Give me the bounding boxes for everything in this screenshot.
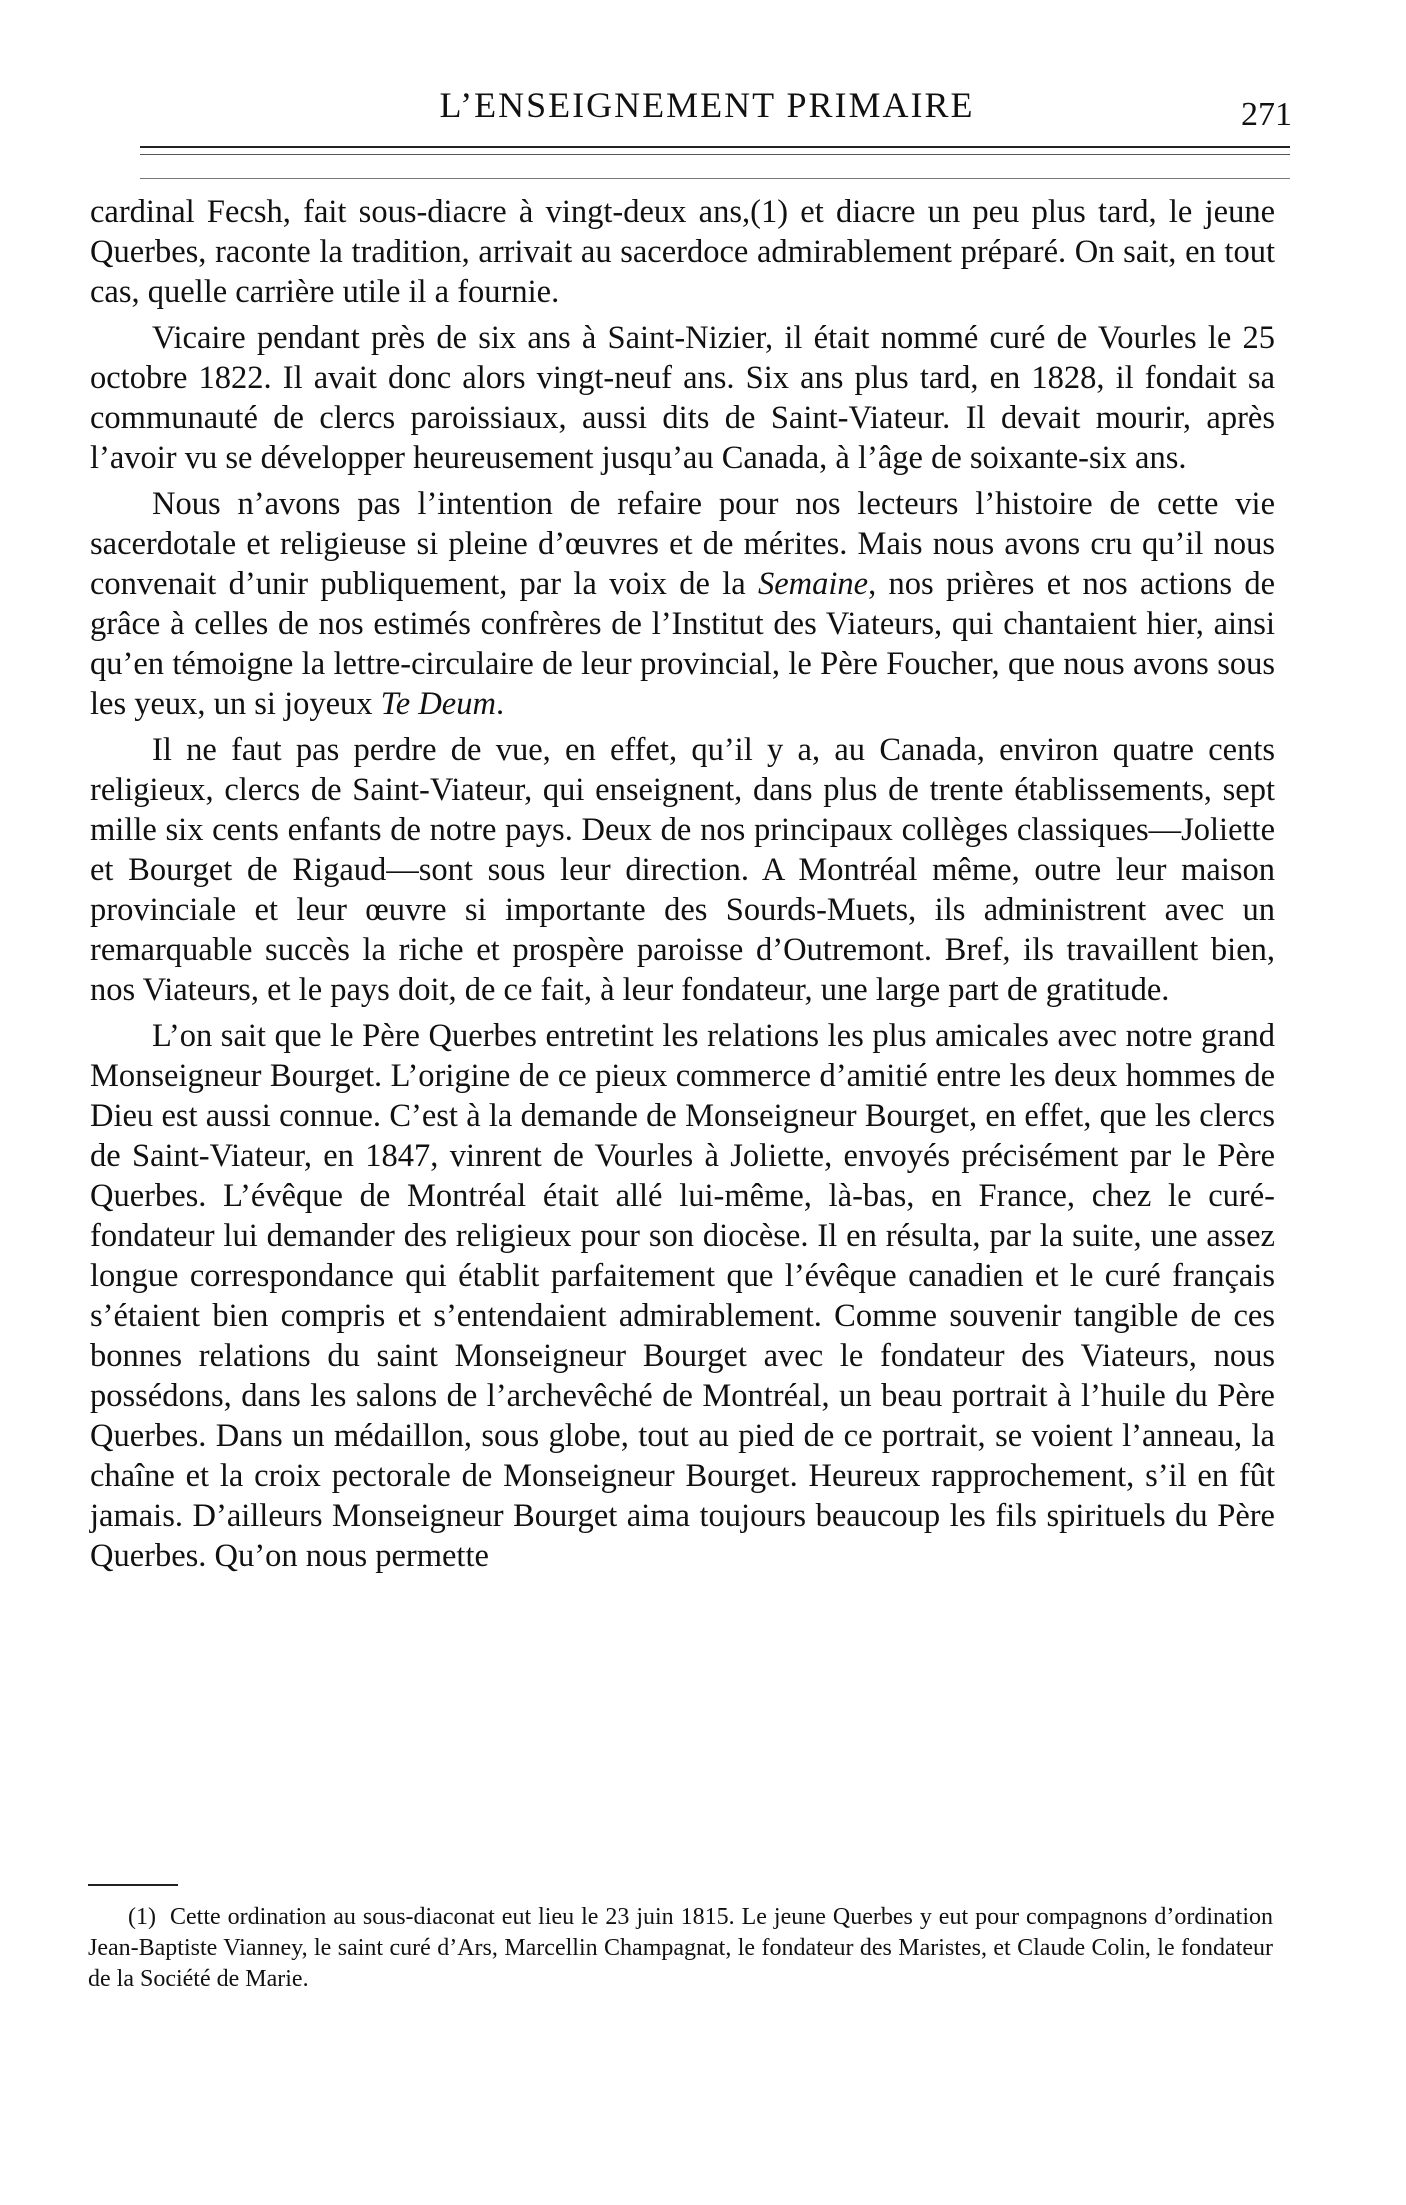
paragraph-3 [90,484,1275,724]
header-rule-thin [140,154,1290,155]
paragraph-3-end: . [495,686,505,722]
paragraph-1: cardinal Fecsh, fait sous-diacre à vingt-deux ans,(1) et diacre un peu plus tard, le jeune Querbes, raconte la tradition, arrivait au sacerdoce admirablement préparé. On sait, en tout cas, quelle carrière utile il a fournie. [90,194,1275,310]
page-number: 271 [1241,96,1292,133]
paragraph-3-part-2: , nos prières et nos actions de grâce à celles de nos estimés confrères de l’Institut des Viateurs, qui chantaient hier, ainsi qu’en témoigne la lettre-circulaire de leur provincial, le Père Foucher, que nous avons sous les yeux, un si joyeux [90,566,1276,722]
footnotes [88,1902,1273,1995]
paragraph-4: Il ne faut pas perdre de vue, en effet, qu’il y a, au Canada, environ quatre cents religieux, clercs de Saint-Viateur, qui enseignent, dans plus de trente établissements, sept mille six cents enfants de notre pays. Deux de nos principaux collèges classiques—Joliette et Bourget de Rigaud—sont sous leur direction. A Montréal même, outre leur maison provinciale et leur œuvre si importante des Sourds-Muets, ils administrent avec un remarquable succès la riche et prospère paroisse d’Outremont. Bref, ils travaillent bien, nos Viateurs, et le pays doit, de ce fait, à leur fondateur, une large part de gratitude. [90,732,1275,1008]
header-rule [140,146,1290,148]
page-header [92,84,1292,144]
footnote-1 [88,1902,1273,1995]
header-rule-lower [140,178,1290,179]
semaine-title: Semaine [758,566,869,602]
paragraph-2: Vicaire pendant près de six ans à Saint-Nizier, il était nommé curé de Vourles le 25 octobre 1822. Il avait donc alors vingt-neuf ans. Six ans plus tard, en 1828, il fondait sa communauté de clercs paroissiaux, aussi dits de Saint-Viateur. Il devait mourir, après l’avoir vu se développer heureusement jusqu’au Canada, à l’âge de soixante-six ans. [90,320,1275,476]
footnote-mark: (1) [128,1904,156,1930]
paragraph-5: L’on sait que le Père Querbes entretint les relations les plus amicales avec notre grand Monseigneur Bourget. L’origine de ce pieux commerce d’amitié entre les deux hommes de Dieu est aussi connue. C’est à la demande de Monseigneur Bourget, en effet, que les clercs de Saint-Viateur, en 1847, vinrent de Vourles à Joliette, envoyés précisément par le Père Querbes. L’évêque de Montréal était allé lui-même, là-bas, en France, chez le curé-fondateur lui demander des religieux pour son diocèse. Il en résulta, par la suite, une assez longue correspondance qui établit parfaitement que l’évêque canadien et le curé français s’étaient bien compris et s’entendaient admirablement. Comme souvenir tangible de ces bonnes relations du saint Monseigneur Bourget avec le fondateur des Viateurs, nous possédons, dans les salons de l’archevêché de Montréal, un beau portrait à l’huile du Père Querbes. Dans un médaillon, sous globe, tout au pied de ce portrait, se voient l’anneau, la chaîne et la croix pectorale de Monseigneur Bourget. Heureux rapprochement, s’il en fût jamais. D’ailleurs Monseigneur Bourget aima toujours beaucoup les fils spirituels du Père Querbes. Qu’on nous permette [90,1018,1275,1574]
body-text [90,192,1275,1582]
paragraph-3-part-1: Nous n’avons pas l’intention de refaire pour nos lecteurs l’histoire de cette vie sacerdotale et religieuse si pleine d’œuvres et de mérites. Mais nous avons cru qu’il nous convenait d’unir publiquement, par la voix de la [90,486,1275,602]
te-deum-title: Te Deum [380,686,496,722]
running-title: L’ENSEIGNEMENT PRIMAIRE [439,85,975,125]
footnote-text: Cette ordination au sous-diaconat eut lieu le 23 juin 1815. Le jeune Querbes y eut pour compagnons d’ordination Jean-Baptiste Vianney, le saint curé d’Ars, Marcellin Champagnat, le fondateur des Maristes, et Claude Colin, le fondateur de la Société de Marie. [88,1904,1273,1992]
footnote-rule [88,1884,178,1886]
